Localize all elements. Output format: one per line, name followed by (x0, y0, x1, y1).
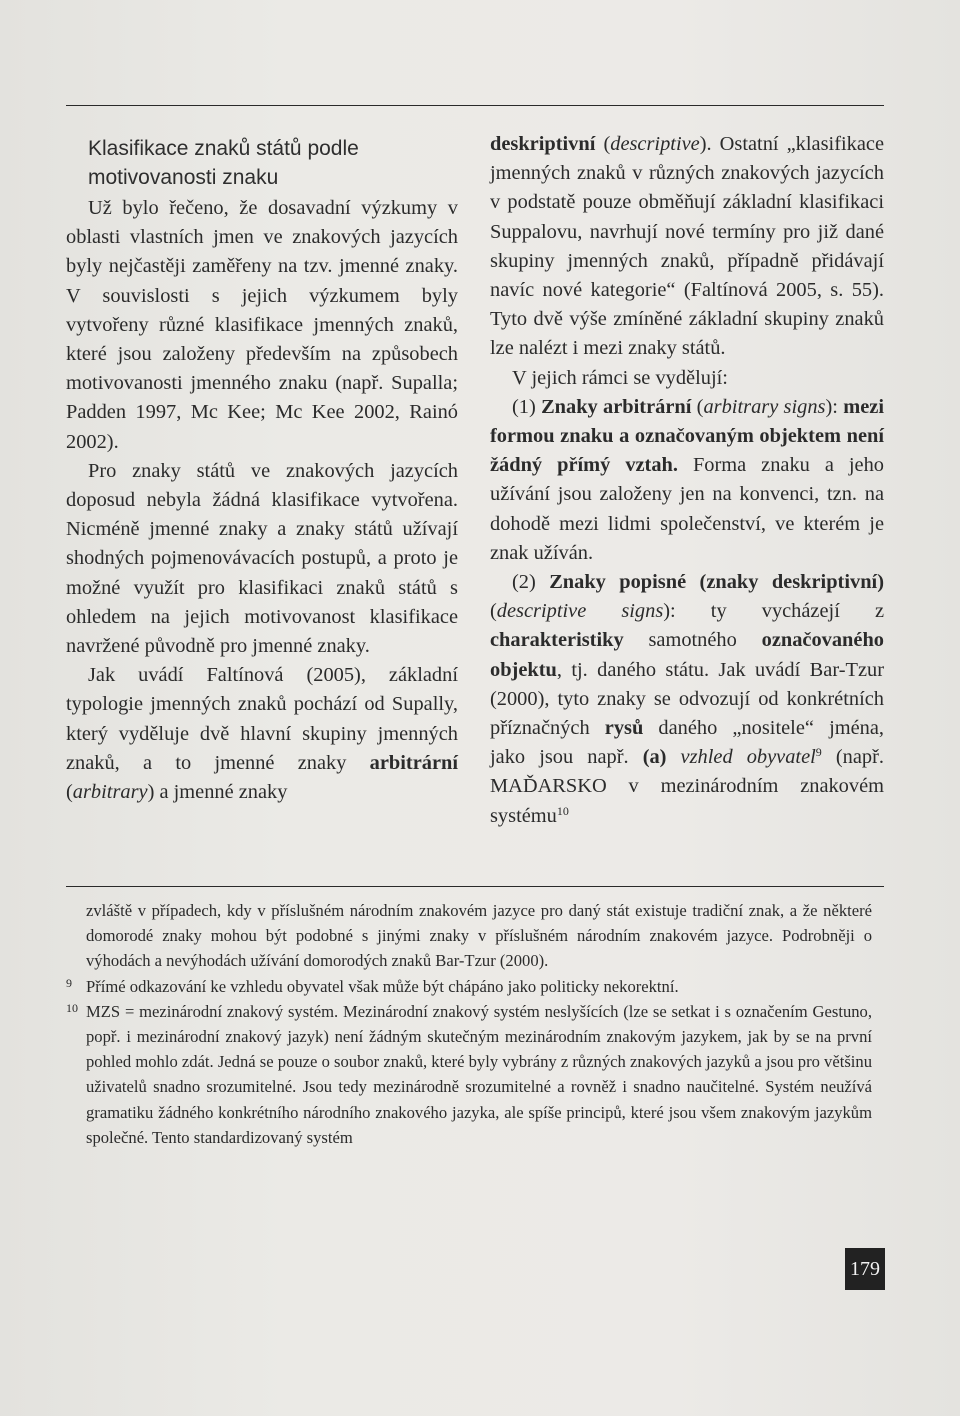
right-paragraph-1 (490, 130, 884, 364)
top-rule (66, 105, 884, 106)
footnote-9-number: 9 (66, 975, 72, 990)
heading-line-1: Klasifikace znaků států podle (88, 137, 359, 160)
heading-line-2: motivovanosti znaku (88, 166, 279, 189)
page-number: 179 (845, 1248, 885, 1290)
section-heading (88, 134, 458, 192)
term-deskriptivni: deskriptivní (490, 133, 596, 155)
right-column (490, 130, 884, 831)
text-run: (2) (512, 571, 550, 594)
footnote-ref-10[interactable]: 10 (556, 803, 569, 818)
text-run: (1) (512, 395, 542, 418)
text-run: ) a jmenné znaky (147, 781, 288, 804)
term-arbitrary: arbitrary (72, 781, 148, 804)
text-run: (např. MAĎARSKO v mezinárodním znakovém systému (490, 746, 884, 827)
text-run: ): (825, 395, 844, 418)
text-run: ( (490, 600, 497, 623)
term-znaky-popisne: Znaky popisné (znaky deskriptivní) (549, 571, 885, 594)
footnotes (66, 898, 872, 1150)
left-paragraph-3 (66, 661, 458, 807)
left-paragraph-2: Pro znaky států ve znakových jazycích doposud nebyla žádná klasifikace vytvořena. Nicméně jmenné znaky a znaky států užívají shodných pojmenovávacích postupů, a proto je možné využít pro klasifikaci znaků států s ohledem na jejich motivovanost klasifikace navržené původně pro jmenné znaky. (66, 459, 458, 658)
footnote-rule (66, 886, 884, 887)
term-arbitrarni: arbitrární (369, 751, 458, 774)
text-run: ( (66, 781, 73, 804)
text-run: samotného (623, 629, 762, 652)
left-column (66, 130, 458, 807)
footnote-continuation: zvláště v případech, kdy v příslušném národním znakovém jazyce pro daný stát existuje tradiční znak, a že některé domorodé znaky mohou být podobné s jinými znaky v příslušném národním znakovém jazyce. Podrobněji o výhodách a nevýhodách užívání domorodých znaků Bar-Tzur (2000). (86, 901, 872, 971)
text-run: ( (595, 133, 611, 155)
text-run: ): ty vycházejí z (663, 600, 884, 623)
right-paragraph-3 (490, 393, 884, 568)
right-paragraph-2: V jejich rámci se vydělují: (512, 366, 728, 389)
text-run: ( (691, 395, 704, 418)
footnote-9-text: Přímé odkazování ke vzhledu obyvatel však může být chápáno jako politicky nekorektní. (86, 976, 679, 996)
text-run: ). Ostatní „klasifikace jmenných znaků v různých znakových jazycích v podstatě pouze obměňují základní klasifikaci Suppalovu, navrhují nové termíny pro již dané skupiny jmenných znaků, případně přidávají navíc nové kategorie“ (Faltínová 2005, s. 55). Tyto dvě výše zmíněné základní skupiny znaků lze nalézt i mezi znaky států. (490, 133, 884, 360)
term-oznacovaneho-objektu: označovaného objektu (490, 629, 884, 681)
text-run: daného „nositele“ jména, jako jsou např. (490, 717, 884, 769)
footnote-ref-9[interactable]: 9 (815, 745, 822, 760)
right-paragraph-4 (490, 568, 884, 831)
definition-bold: mezi formou znaku a označovaným objektem není žádný přímý vztah. (490, 395, 884, 477)
footnote-10-number: 10 (66, 1000, 78, 1015)
footnote-9 (66, 974, 872, 999)
term-vzhled-obyvatel: vzhled obyvatel (680, 746, 816, 769)
term-rysu: rysů (604, 717, 644, 740)
footnote-10-text: MZS = mezinárodní znakový systém. Mezinárodní znakový systém neslyšících (lze se setkat i s označením Gestuno, popř. i mezinárodní znakový jazyk) není žádným skutečným mezinárodním znakovým jazykem, jak by se na první pohled mohlo zdát. Jedná se pouze o soubor znaků, které byly vybrány z různých znakových jazyků a jsou pro většinu uživatelů snadno srozumitelné. Jsou tedy mezinárodně srozumitelné a rovněž i snadno naučitelné. Systém neužívá gramatiku žádného konkrétního národního znakového jazyka, ale spíše principů, které jsou všem znakovým jazykům společné. Tento standardizovaný systém (86, 1001, 872, 1147)
text-run: Forma znaku a jeho užívání jsou založeny jen na konvenci, tzn. na dohodě mezi lidmi společenství, ve kterém je znak užíván. (490, 454, 884, 564)
term-znaky-arbitrarni: Znaky arbitrární (541, 395, 692, 418)
term-arbitrary-signs: arbitrary signs (703, 395, 826, 418)
item-a-label: (a) (642, 746, 681, 769)
text-run: Jak uvádí Faltínová (2005), základní typologie jmenných znaků pochází od Supally, který vyděluje dvě hlavní skupiny jmenných znaků, a to jmenné znaky (66, 664, 458, 774)
term-descriptive: descriptive (610, 133, 700, 155)
term-charakteristiky: charakteristiky (490, 629, 624, 652)
left-paragraph-1: Už bylo řečeno, že dosavadní výzkumy v oblasti vlastních jmen ve znakových jazycích byly nejčastěji zaměřeny na tzv. jmenné znaky. V souvislosti s jejich výzkumem byly vytvořeny různé klasifikace jmenných znaků, které jsou založeny především na způsobech motivovanosti jmenného znaku (např. Supalla; Padden 1997, Mc Kee; Mc Kee 2002, Rainó 2002). (66, 197, 458, 453)
text-run: , tj. daného státu. Jak uvádí Bar-Tzur (2000), tyto znaky se odvozují od konkrétních příznačných (490, 658, 884, 740)
footnote-10 (66, 999, 872, 1150)
term-descriptive-signs: descriptive signs (496, 600, 664, 623)
